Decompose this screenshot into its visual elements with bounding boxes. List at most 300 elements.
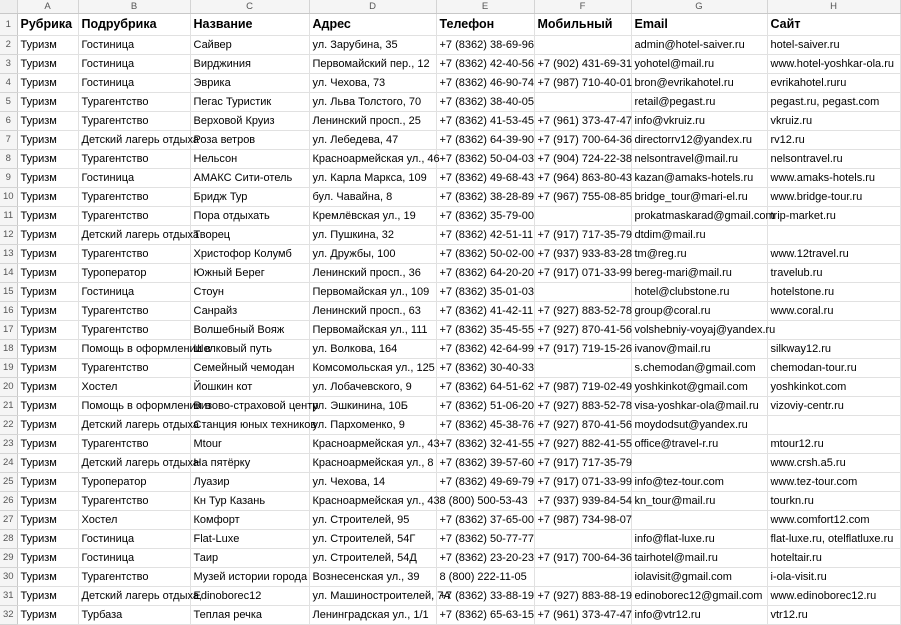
cell[interactable]: Туризм — [17, 188, 78, 207]
cell[interactable]: Детский лагерь отдыха — [78, 226, 190, 245]
cell[interactable]: Турагентство — [78, 568, 190, 587]
header-cell[interactable]: Телефон — [436, 14, 534, 36]
cell[interactable]: mtour12.ru — [767, 435, 900, 454]
cell[interactable]: Сайвер — [190, 36, 309, 55]
table-row — [0, 131, 900, 150]
cell[interactable]: Помощь в оформлении в — [78, 397, 190, 416]
cell[interactable]: directorrv12@yandex.ru — [631, 131, 767, 150]
cell[interactable]: Туризм — [17, 93, 78, 112]
cell[interactable]: +7 (917) 717-35-79 — [534, 226, 631, 245]
cell[interactable]: Турагентство — [78, 492, 190, 511]
cell[interactable]: +7 (8362) 51-06-20 — [436, 397, 534, 416]
cell[interactable]: Красноармейская ул., 43 — [309, 435, 436, 454]
cell[interactable]: www.tez-tour.com — [767, 473, 900, 492]
cell[interactable]: +7 (8362) 64-20-20 — [436, 264, 534, 283]
cell[interactable]: Музей истории города — [190, 568, 309, 587]
cell[interactable]: Туризм — [17, 169, 78, 188]
cell[interactable]: +7 (8362) 35-79-00 — [436, 207, 534, 226]
cell[interactable]: yohotel@mail.ru — [631, 55, 767, 74]
cell[interactable]: +7 (8362) 35-01-03 — [436, 283, 534, 302]
cell[interactable]: +7 (8362) 38-28-89 — [436, 188, 534, 207]
cell[interactable]: Йошкин кот — [190, 378, 309, 397]
row-header[interactable]: 26 — [0, 492, 17, 511]
cell[interactable]: silkway12.ru — [767, 340, 900, 359]
cell[interactable]: +7 (8362) 32-41-55 — [436, 435, 534, 454]
cell[interactable]: +7 (987) 719-02-49 — [534, 378, 631, 397]
cell[interactable]: Вирджиния — [190, 55, 309, 74]
cell[interactable]: Туризм — [17, 302, 78, 321]
cell[interactable]: Туризм — [17, 397, 78, 416]
cell[interactable]: i-ola-visit.ru — [767, 568, 900, 587]
cell[interactable]: 8 (800) 222-11-05 — [436, 568, 534, 587]
cell[interactable]: +7 (8362) 41-42-11 — [436, 302, 534, 321]
cell[interactable]: kazan@amaks-hotels.ru — [631, 169, 767, 188]
cell[interactable] — [534, 36, 631, 55]
row-header[interactable]: 22 — [0, 416, 17, 435]
row-header[interactable]: 10 — [0, 188, 17, 207]
cell[interactable]: Хостел — [78, 511, 190, 530]
cell[interactable]: www.bridge-tour.ru — [767, 188, 900, 207]
column-header[interactable]: C — [190, 0, 309, 14]
cell[interactable]: Туризм — [17, 549, 78, 568]
cell[interactable]: +7 (917) 717-35-79 — [534, 454, 631, 473]
cell[interactable]: Волшебный Вояж — [190, 321, 309, 340]
row-header[interactable]: 21 — [0, 397, 17, 416]
cell[interactable] — [767, 321, 900, 340]
cell[interactable]: Стоун — [190, 283, 309, 302]
cell[interactable]: 8 (800) 500-53-43 — [436, 492, 534, 511]
cell[interactable]: Красноармейская ул., 8 — [309, 454, 436, 473]
cell[interactable]: rv12.ru — [767, 131, 900, 150]
cell[interactable]: +7 (927) 882-41-55 — [534, 435, 631, 454]
cell[interactable]: dtdim@mail.ru — [631, 226, 767, 245]
cell[interactable]: +7 (8362) 38-40-05 — [436, 93, 534, 112]
cell[interactable]: Турагентство — [78, 245, 190, 264]
cell[interactable]: office@travel-r.ru — [631, 435, 767, 454]
cell[interactable]: ул. Строителей, 95 — [309, 511, 436, 530]
cell[interactable]: kn_tour@mail.ru — [631, 492, 767, 511]
table-row — [0, 321, 900, 340]
cell[interactable]: ул. Машиностроителей, 7А — [309, 587, 436, 606]
cell[interactable]: +7 (927) 883-52-78 — [534, 397, 631, 416]
cell[interactable]: +7 (917) 719-15-26 — [534, 340, 631, 359]
cell[interactable]: +7 (8362) 42-40-56 — [436, 55, 534, 74]
cell[interactable]: +7 (927) 870-41-56 — [534, 321, 631, 340]
cell[interactable]: bereg-mari@mail.ru — [631, 264, 767, 283]
row-header[interactable]: 4 — [0, 74, 17, 93]
cell[interactable]: +7 (8362) 64-39-90 — [436, 131, 534, 150]
cell[interactable]: +7 (964) 863-80-43 — [534, 169, 631, 188]
cell[interactable]: +7 (961) 373-47-47 — [534, 606, 631, 625]
cell[interactable]: Нельсон — [190, 150, 309, 169]
cell[interactable]: Гостиница — [78, 283, 190, 302]
cell[interactable]: +7 (961) 373-47-47 — [534, 112, 631, 131]
cell[interactable]: ул. Карла Маркса, 109 — [309, 169, 436, 188]
cell[interactable]: Ленинский просп., 25 — [309, 112, 436, 131]
cell[interactable]: +7 (927) 883-52-78 — [534, 302, 631, 321]
cell[interactable]: hotel@clubstone.ru — [631, 283, 767, 302]
cell[interactable]: Хостел — [78, 378, 190, 397]
cell[interactable]: +7 (927) 870-41-56 — [534, 416, 631, 435]
cell[interactable]: Туроператор — [78, 473, 190, 492]
cell[interactable]: volshebniy-voyaj@yandex.ru — [631, 321, 767, 340]
cell[interactable]: +7 (8362) 42-64-99 — [436, 340, 534, 359]
cell[interactable]: Турагентство — [78, 188, 190, 207]
cell[interactable]: evrikahotel.ruru — [767, 74, 900, 93]
cell[interactable] — [534, 530, 631, 549]
column-header[interactable]: E — [436, 0, 534, 14]
column-header[interactable]: G — [631, 0, 767, 14]
cell[interactable]: Гостиница — [78, 549, 190, 568]
cell[interactable]: +7 (8362) 23-20-23 — [436, 549, 534, 568]
cell[interactable]: Комфорт — [190, 511, 309, 530]
cell[interactable]: +7 (8362) 49-69-79 — [436, 473, 534, 492]
cell[interactable]: АМАКС Сити-отель — [190, 169, 309, 188]
cell[interactable]: Ленинградская ул., 1/1 — [309, 606, 436, 625]
cell[interactable]: visa-yoshkar-ola@mail.ru — [631, 397, 767, 416]
cell[interactable]: ул. Строителей, 54Г — [309, 530, 436, 549]
header-cell[interactable]: Название — [190, 14, 309, 36]
header-cell[interactable]: Адрес — [309, 14, 436, 36]
header-cell[interactable]: Сайт — [767, 14, 900, 36]
cell[interactable]: Туризм — [17, 150, 78, 169]
cell[interactable]: Турагентство — [78, 93, 190, 112]
cell[interactable]: Комсомольская ул., 125 — [309, 359, 436, 378]
cell[interactable]: Туризм — [17, 131, 78, 150]
cell[interactable]: Турагентство — [78, 150, 190, 169]
row-header[interactable]: 14 — [0, 264, 17, 283]
cell[interactable]: Верховой Круиз — [190, 112, 309, 131]
cell[interactable]: Шелковый путь — [190, 340, 309, 359]
cell[interactable]: +7 (8362) 65-63-15 — [436, 606, 534, 625]
column-header[interactable]: A — [17, 0, 78, 14]
cell[interactable]: admin@hotel-saiver.ru — [631, 36, 767, 55]
cell[interactable]: flat-luxe.ru, otelflatluxe.ru — [767, 530, 900, 549]
cell[interactable]: Туризм — [17, 321, 78, 340]
row-header[interactable]: 6 — [0, 112, 17, 131]
cell[interactable]: Туризм — [17, 530, 78, 549]
cell[interactable]: Туризм — [17, 36, 78, 55]
cell[interactable]: Туризм — [17, 112, 78, 131]
cell[interactable]: Пора отдыхать — [190, 207, 309, 226]
cell[interactable]: Творец — [190, 226, 309, 245]
cell[interactable]: Туризм — [17, 226, 78, 245]
cell[interactable]: Теплая речка — [190, 606, 309, 625]
cell[interactable]: Туризм — [17, 454, 78, 473]
cell[interactable]: +7 (937) 939-84-54 — [534, 492, 631, 511]
cell[interactable]: +7 (8362) 33-88-19 — [436, 587, 534, 606]
cell[interactable]: Mtour — [190, 435, 309, 454]
select-all-corner[interactable] — [0, 0, 17, 14]
cell[interactable]: Семейный чемодан — [190, 359, 309, 378]
cell[interactable]: ул. Строителей, 54Д — [309, 549, 436, 568]
row-header[interactable]: 28 — [0, 530, 17, 549]
cell[interactable]: Детский лагерь отдыха, — [78, 587, 190, 606]
row-header[interactable]: 20 — [0, 378, 17, 397]
cell[interactable]: +7 (927) 883-88-19 — [534, 587, 631, 606]
cell[interactable]: hoteltair.ru — [767, 549, 900, 568]
cell[interactable]: +7 (917) 700-64-36 — [534, 131, 631, 150]
cell[interactable]: ул. Зарубина, 35 — [309, 36, 436, 55]
row-header[interactable]: 25 — [0, 473, 17, 492]
cell[interactable]: Туризм — [17, 74, 78, 93]
column-header[interactable]: D — [309, 0, 436, 14]
row-header[interactable]: 24 — [0, 454, 17, 473]
cell[interactable]: tairhotel@mail.ru — [631, 549, 767, 568]
cell[interactable]: +7 (917) 071-33-99 — [534, 264, 631, 283]
cell[interactable]: www.12travel.ru — [767, 245, 900, 264]
cell[interactable]: Турагентство — [78, 435, 190, 454]
row-header[interactable]: 7 — [0, 131, 17, 150]
cell[interactable]: nelsontravel@mail.ru — [631, 150, 767, 169]
cell[interactable]: Роза ветров — [190, 131, 309, 150]
row-header[interactable]: 19 — [0, 359, 17, 378]
cell[interactable]: www.coral.ru — [767, 302, 900, 321]
row-header[interactable]: 5 — [0, 93, 17, 112]
cell[interactable]: Ленинский просп., 36 — [309, 264, 436, 283]
row-header[interactable]: 29 — [0, 549, 17, 568]
cell[interactable]: bridge_tour@mari-el.ru — [631, 188, 767, 207]
cell[interactable] — [534, 359, 631, 378]
cell[interactable]: Туризм — [17, 587, 78, 606]
cell[interactable]: Первомайская ул., 111 — [309, 321, 436, 340]
cell[interactable]: travelub.ru — [767, 264, 900, 283]
cell[interactable]: info@vkruiz.ru — [631, 112, 767, 131]
cell[interactable]: Станция юных техников — [190, 416, 309, 435]
row-header[interactable]: 2 — [0, 36, 17, 55]
cell[interactable]: vtr12.ru — [767, 606, 900, 625]
cell[interactable]: Туризм — [17, 359, 78, 378]
cell[interactable]: Турагентство — [78, 321, 190, 340]
cell[interactable]: tourkn.ru — [767, 492, 900, 511]
cell[interactable]: ул. Пархоменко, 9 — [309, 416, 436, 435]
column-header[interactable]: F — [534, 0, 631, 14]
cell[interactable]: +7 (902) 431-69-31 — [534, 55, 631, 74]
cell[interactable]: Кремлёвская ул., 19 — [309, 207, 436, 226]
cell[interactable]: yoshkinkot.com — [767, 378, 900, 397]
cell[interactable]: Красноармейская ул., 43 — [309, 492, 436, 511]
cell[interactable]: Туризм — [17, 283, 78, 302]
cell[interactable]: chemodan-tour.ru — [767, 359, 900, 378]
cell[interactable]: Туризм — [17, 473, 78, 492]
cell[interactable]: vizoviy-centr.ru — [767, 397, 900, 416]
cell[interactable]: info@vtr12.ru — [631, 606, 767, 625]
cell[interactable]: +7 (8362) 50-04-03 — [436, 150, 534, 169]
cell[interactable]: Туризм — [17, 340, 78, 359]
cell[interactable] — [534, 283, 631, 302]
cell[interactable]: Южный Берег — [190, 264, 309, 283]
cell[interactable]: www.hotel-yoshkar-ola.ru — [767, 55, 900, 74]
cell[interactable]: +7 (8362) 50-77-77 — [436, 530, 534, 549]
cell[interactable]: Визово-страховой центр — [190, 397, 309, 416]
cell[interactable]: бул. Чавайна, 8 — [309, 188, 436, 207]
cell[interactable]: group@coral.ru — [631, 302, 767, 321]
cell[interactable]: Турбаза — [78, 606, 190, 625]
cell[interactable]: Луазир — [190, 473, 309, 492]
cell[interactable]: www.crsh.a5.ru — [767, 454, 900, 473]
cell[interactable]: +7 (8362) 37-65-00 — [436, 511, 534, 530]
cell[interactable]: Пегас Туристик — [190, 93, 309, 112]
row-header[interactable]: 3 — [0, 55, 17, 74]
cell[interactable]: +7 (987) 734-98-07 — [534, 511, 631, 530]
cell[interactable]: s.chemodan@gmail.com — [631, 359, 767, 378]
cell[interactable]: Турагентство — [78, 359, 190, 378]
cell[interactable]: +7 (917) 700-64-36 — [534, 549, 631, 568]
cell[interactable]: Гостиница — [78, 169, 190, 188]
cell[interactable]: Помощь в оформлении в — [78, 340, 190, 359]
row-header[interactable]: 13 — [0, 245, 17, 264]
cell[interactable]: +7 (8362) 42-51-11 — [436, 226, 534, 245]
row-header[interactable]: 18 — [0, 340, 17, 359]
row-header[interactable]: 31 — [0, 587, 17, 606]
row-header[interactable]: 9 — [0, 169, 17, 188]
cell[interactable]: Туризм — [17, 606, 78, 625]
cell[interactable] — [767, 226, 900, 245]
row-header[interactable]: 27 — [0, 511, 17, 530]
column-header[interactable]: B — [78, 0, 190, 14]
row-header[interactable]: 15 — [0, 283, 17, 302]
column-header[interactable]: H — [767, 0, 900, 14]
cell[interactable]: +7 (917) 071-33-99 — [534, 473, 631, 492]
cell[interactable]: ivanov@mail.ru — [631, 340, 767, 359]
cell[interactable]: nelsontravel.ru — [767, 150, 900, 169]
row-header[interactable]: 32 — [0, 606, 17, 625]
row-header[interactable]: 12 — [0, 226, 17, 245]
cell[interactable]: Ленинский просп., 63 — [309, 302, 436, 321]
cell[interactable]: ул. Чехова, 73 — [309, 74, 436, 93]
cell[interactable]: Туроператор — [78, 264, 190, 283]
cell[interactable]: Детский лагерь отдыха — [78, 131, 190, 150]
cell[interactable]: Турагентство — [78, 302, 190, 321]
cell[interactable]: Туризм — [17, 378, 78, 397]
cell[interactable]: Туризм — [17, 264, 78, 283]
cell[interactable]: Бридж Тур — [190, 188, 309, 207]
cell[interactable]: tm@reg.ru — [631, 245, 767, 264]
cell[interactable]: Первомайская ул., 109 — [309, 283, 436, 302]
cell[interactable]: +7 (8362) 30-40-33 — [436, 359, 534, 378]
cell[interactable] — [534, 568, 631, 587]
cell[interactable]: +7 (8362) 35-45-55 — [436, 321, 534, 340]
cell[interactable]: +7 (904) 724-22-38 — [534, 150, 631, 169]
row-header[interactable]: 8 — [0, 150, 17, 169]
cell[interactable]: Санрайз — [190, 302, 309, 321]
cell[interactable]: Вознесенская ул., 39 — [309, 568, 436, 587]
cell[interactable]: Edinoborec12 — [190, 587, 309, 606]
cell[interactable]: prokatmaskarad@gmail.com — [631, 207, 767, 226]
cell[interactable]: ул. Лебедева, 47 — [309, 131, 436, 150]
cell[interactable]: +7 (937) 933-83-28 — [534, 245, 631, 264]
cell[interactable]: Красноармейская ул., 46 — [309, 150, 436, 169]
cell[interactable]: Туризм — [17, 55, 78, 74]
header-cell[interactable]: Email — [631, 14, 767, 36]
cell[interactable]: yoshkinkot@gmail.com — [631, 378, 767, 397]
table-row — [0, 549, 900, 568]
cell[interactable]: ул. Лобачевского, 9 — [309, 378, 436, 397]
cell[interactable]: bron@evrikahotel.ru — [631, 74, 767, 93]
header-cell[interactable]: Мобильный — [534, 14, 631, 36]
cell[interactable]: Туризм — [17, 511, 78, 530]
cell[interactable]: hotel-saiver.ru — [767, 36, 900, 55]
cell[interactable]: www.edinoborec12.ru — [767, 587, 900, 606]
cell[interactable]: info@flat-luxe.ru — [631, 530, 767, 549]
cell[interactable]: Туризм — [17, 568, 78, 587]
cell[interactable]: +7 (967) 755-08-85 — [534, 188, 631, 207]
cell[interactable]: Турагентство — [78, 112, 190, 131]
cell[interactable]: edinoborec12@gmail.com — [631, 587, 767, 606]
row-header[interactable]: 1 — [0, 14, 17, 36]
header-cell[interactable]: Подрубрика — [78, 14, 190, 36]
cell[interactable]: pegast.ru, pegast.com — [767, 93, 900, 112]
cell[interactable]: ул. Дружбы, 100 — [309, 245, 436, 264]
cell[interactable]: +7 (8362) 39-57-60 — [436, 454, 534, 473]
cell[interactable] — [767, 416, 900, 435]
row-header[interactable]: 17 — [0, 321, 17, 340]
cell[interactable]: Первомайский пер., 12 — [309, 55, 436, 74]
cell[interactable]: Гостиница — [78, 74, 190, 93]
cell[interactable]: info@tez-tour.com — [631, 473, 767, 492]
row-header[interactable]: 23 — [0, 435, 17, 454]
cell[interactable]: ул. Пушкина, 32 — [309, 226, 436, 245]
cell[interactable]: Турагентство — [78, 207, 190, 226]
row-header[interactable]: 16 — [0, 302, 17, 321]
cell[interactable] — [631, 511, 767, 530]
cell[interactable]: +7 (8362) 46-90-74 — [436, 74, 534, 93]
cell[interactable]: +7 (8362) 41-53-45 — [436, 112, 534, 131]
cell[interactable]: На пятёрку — [190, 454, 309, 473]
cell[interactable] — [534, 93, 631, 112]
cell[interactable]: Туризм — [17, 492, 78, 511]
cell[interactable]: +7 (8362) 38-69-96 — [436, 36, 534, 55]
cell[interactable]: +7 (987) 710-40-01 — [534, 74, 631, 93]
cell[interactable]: +7 (8362) 49-68-43 — [436, 169, 534, 188]
cell[interactable]: ул. Чехова, 14 — [309, 473, 436, 492]
cell[interactable]: Эврика — [190, 74, 309, 93]
cell[interactable]: ул. Эшкинина, 10Б — [309, 397, 436, 416]
row-header[interactable]: 30 — [0, 568, 17, 587]
cell[interactable]: Туризм — [17, 416, 78, 435]
cell[interactable]: moydodsut@yandex.ru — [631, 416, 767, 435]
cell[interactable]: +7 (8362) 50-02-00 — [436, 245, 534, 264]
cell[interactable] — [534, 207, 631, 226]
cell[interactable]: www.comfort12.com — [767, 511, 900, 530]
cell[interactable]: Детский лагерь отдыха — [78, 416, 190, 435]
cell[interactable]: retail@pegast.ru — [631, 93, 767, 112]
cell[interactable]: +7 (8362) 45-38-76 — [436, 416, 534, 435]
cell[interactable]: Гостиница — [78, 55, 190, 74]
row-header[interactable]: 11 — [0, 207, 17, 226]
cell[interactable]: Христофор Колумб — [190, 245, 309, 264]
cell[interactable]: Туризм — [17, 435, 78, 454]
cell[interactable]: ул. Льва Толстого, 70 — [309, 93, 436, 112]
cell[interactable]: +7 (8362) 64-51-62 — [436, 378, 534, 397]
cell[interactable]: Детский лагерь отдыха — [78, 454, 190, 473]
cell[interactable]: vkruiz.ru — [767, 112, 900, 131]
cell[interactable]: iolavisit@gmail.com — [631, 568, 767, 587]
cell[interactable]: Туризм — [17, 245, 78, 264]
cell[interactable]: Кн Тур Казань — [190, 492, 309, 511]
header-cell[interactable]: Рубрика — [17, 14, 78, 36]
cell[interactable]: Гостиница — [78, 530, 190, 549]
cell[interactable]: Гостиница — [78, 36, 190, 55]
cell[interactable]: hotelstone.ru — [767, 283, 900, 302]
cell[interactable]: Туризм — [17, 207, 78, 226]
cell[interactable]: Flat-Luxe — [190, 530, 309, 549]
cell[interactable]: www.amaks-hotels.ru — [767, 169, 900, 188]
cell[interactable]: ул. Волкова, 164 — [309, 340, 436, 359]
cell[interactable] — [631, 454, 767, 473]
cell[interactable]: trip-market.ru — [767, 207, 900, 226]
cell[interactable]: Таир — [190, 549, 309, 568]
